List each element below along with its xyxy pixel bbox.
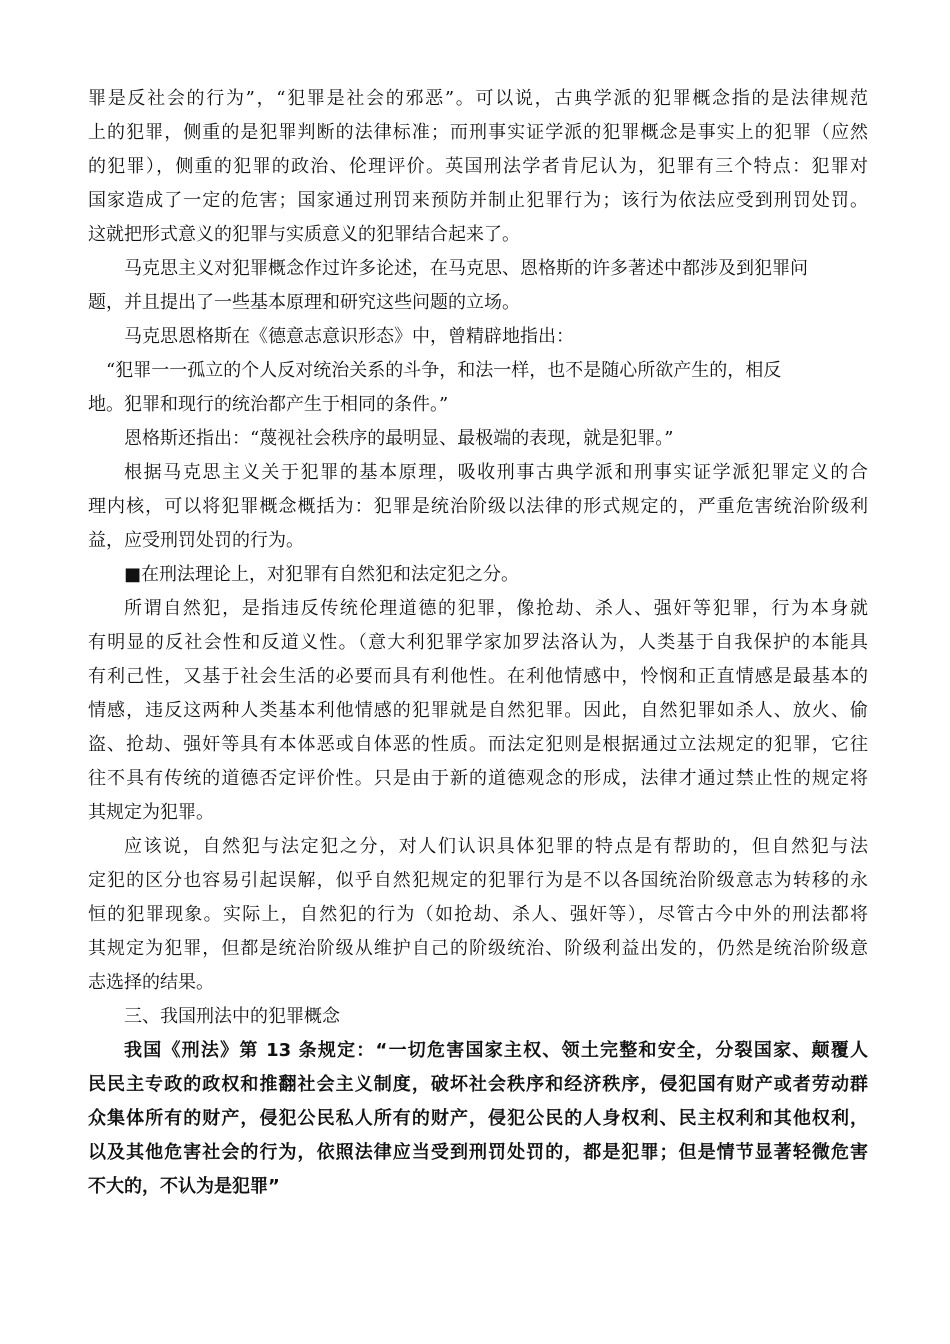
text-line: 理内核，可以将犯罪概念概括为：犯罪是统治阶级以法律的形式规定的，严重危害统治阶级利 [88, 496, 868, 517]
text-line: 这就把形式意义的犯罪与实质意义的犯罪结合起来了。 [88, 224, 520, 245]
bold-text-line: 民民主专政的政权和推翻社会主义制度，破坏社会秩序和经济秩序，侵犯国有财产或者劳动群 [88, 1074, 868, 1095]
bold-text-line: 众集体所有的财产，侵犯公民私人所有的财产，侵犯公民的人身权利、民主权利和其他权利， [88, 1108, 868, 1129]
text-line: 有利己性，又基于社会生活的必要而具有利他性。在利他情感中，怜悯和正直情感是最基本的 [88, 666, 868, 687]
text-line: 益，应受刑罚处罚的行为。 [88, 530, 304, 551]
section-marker-line: ■在刑法理论上，对犯罪有自然犯和法定犯之分。 [124, 564, 520, 585]
text-line: 根据马克思主义关于犯罪的基本原理，吸收刑事古典学派和刑事实证学派犯罪定义的合 [124, 462, 868, 483]
text-line: 罪是反社会的行为”，“犯罪是社会的邪恶”。可以说，古典学派的犯罪概念指的是法律规范 [88, 88, 868, 109]
quote-line: 地。犯罪和现行的统治都产生于相同的条件。” [88, 394, 449, 415]
text-line: 的犯罪），侧重的犯罪的政治、伦理评价。英国刑法学者肯尼认为，犯罪有三个特点：犯罪对 [88, 156, 868, 177]
text-line: 题，并且提出了一些基本原理和研究这些问题的立场。 [88, 292, 520, 313]
text-line: 有明显的反社会性和反道义性。（意大利犯罪学家加罗法洛认为，人类基于自我保护的本能具 [88, 632, 868, 653]
text-line: 马克思恩格斯在《德意志意识形态》中，曾精辟地指出： [124, 326, 574, 347]
text-line: 定犯的区分也容易引起误解，似乎自然犯规定的犯罪行为是不以各国统治阶级意志为转移的永 [88, 870, 868, 891]
text-line: 上的犯罪，侧重的是犯罪判断的法律标准；而刑事实证学派的犯罪概念是事实上的犯罪（应然 [88, 122, 868, 143]
text-line: 马克思主义对犯罪概念作过许多论述，在马克思、恩格斯的许多著述中都涉及到犯罪问 [124, 258, 808, 279]
text-line: 应该说，自然犯与法定犯之分，对人们认识具体犯罪的特点是有帮助的，但自然犯与法 [124, 836, 868, 857]
bold-text-line: 不大的，不认为是犯罪” [88, 1176, 280, 1197]
text-line: 国家造成了一定的危害；国家通过刑罚来预防并制止犯罪行为；该行为依法应受到刑罚处罚。 [88, 190, 868, 211]
bold-text-line: 以及其他危害社会的行为，依照法律应当受到刑罚处罚的，都是犯罪；但是情节显著轻微危害 [88, 1142, 868, 1163]
text-line: 其规定为犯罪，但都是统治阶级从维护自己的阶级统治、阶级利益出发的，仍然是统治阶级意 [88, 938, 868, 959]
text-line: 恒的犯罪现象。实际上，自然犯的行为（如抢劫、杀人、强奸等），尽管古今中外的刑法都将 [88, 904, 868, 925]
text-line: 所谓自然犯，是指违反传统伦理道德的犯罪，像抢劫、杀人、强奸等犯罪，行为本身就 [124, 598, 868, 619]
quote-line: “犯罪一一孤立的个人反对统治关系的斗争，和法一样，也不是随心所欲产生的，相反 [106, 360, 782, 381]
section-heading: 三、我国刑法中的犯罪概念 [124, 1006, 340, 1027]
text-line: 志选择的结果。 [88, 972, 214, 993]
text-line: 其规定为犯罪。 [88, 802, 214, 823]
text-line: 情感，违反这两种人类基本利他情感的犯罪就是自然犯罪。因此，自然犯罪如杀人、放火、偷 [88, 700, 868, 721]
bold-text-line: 我国《刑法》第 13 条规定：“一切危害国家主权、领土完整和安全，分裂国家、颠覆人 [124, 1040, 868, 1061]
text-line: 恩格斯还指出：“蔑视社会秩序的最明显、最极端的表现，就是犯罪。” [124, 428, 674, 449]
text-line: 往不具有传统的道德否定评价性。只是由于新的道德观念的形成，法律才通过禁止性的规定将 [88, 768, 868, 789]
text-line: 盗、抢劫、强奸等具有本体恶或自体恶的性质。而法定犯则是根据通过立法规定的犯罪，它往 [88, 734, 868, 755]
